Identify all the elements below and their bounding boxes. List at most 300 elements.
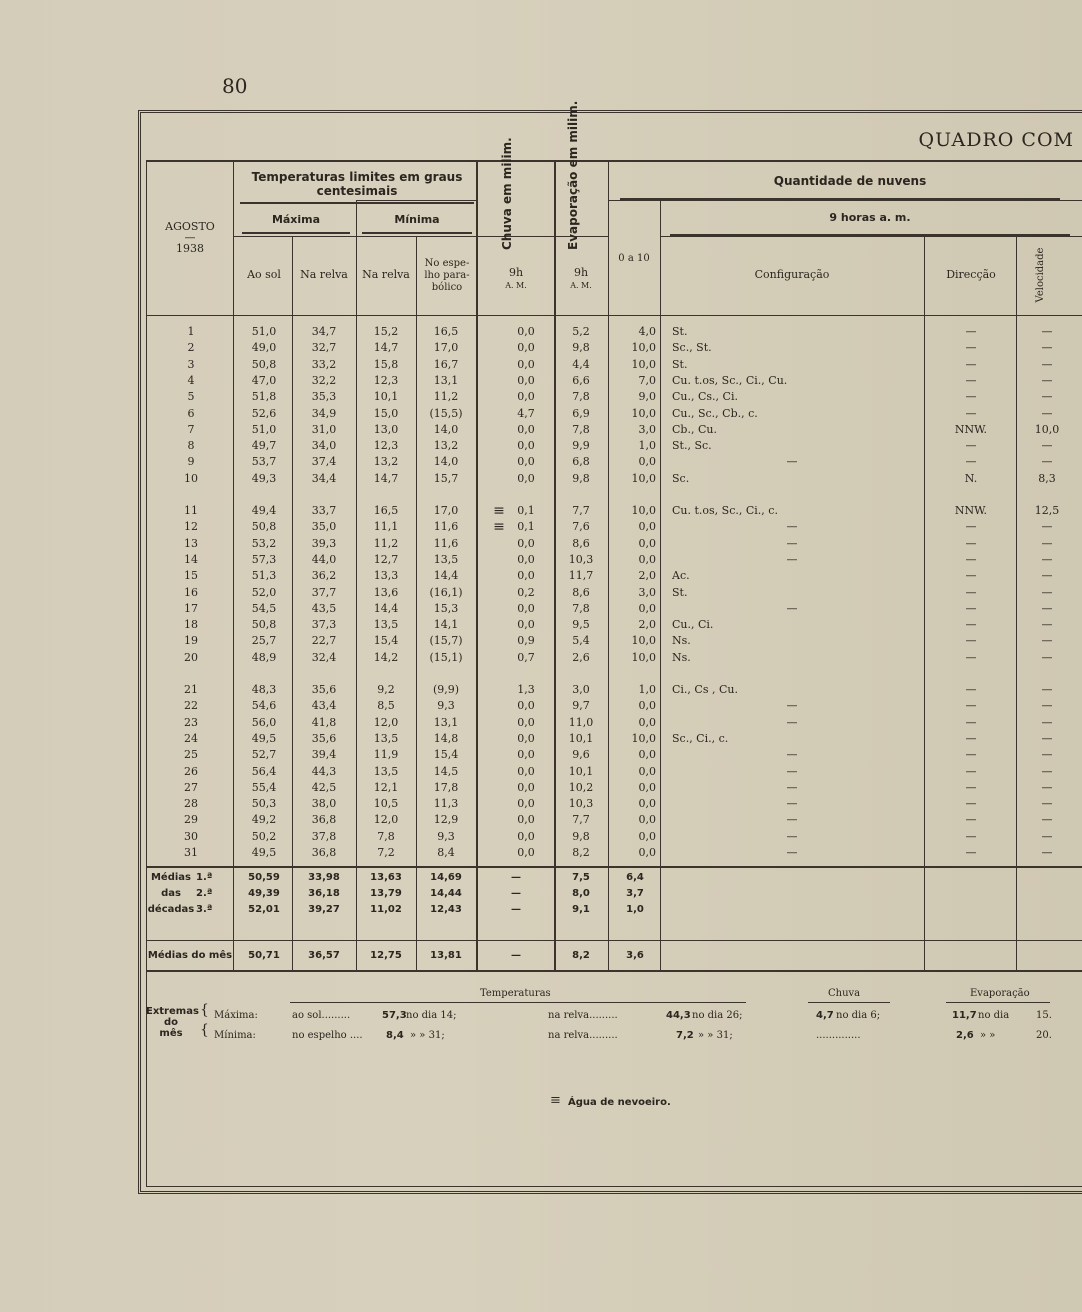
row-26-direccao: — [965, 764, 977, 778]
row-8-direccao: — [965, 439, 977, 453]
row-13-chuva: 0,0 [517, 536, 535, 550]
row-24-na-relva-min: 13,5 [373, 731, 399, 745]
row-22-direccao: — [965, 699, 977, 713]
media-mes-ao-sol: 50,71 [248, 950, 280, 961]
row-16-evaporacao: 8,6 [572, 585, 590, 599]
row-31-day: 31 [184, 846, 198, 859]
header-year: 1938 [176, 242, 204, 255]
foot-min-evap-num: 20. [1036, 1030, 1052, 1041]
row-6-chuva: 4,7 [517, 406, 535, 420]
header-chuva: Chuva em milim. [500, 137, 514, 250]
row-5-ao-sol: 51,8 [251, 390, 277, 404]
row-15-day: 15 [184, 569, 198, 583]
row-10-evaporacao: 9,8 [572, 471, 590, 485]
media-mes-na-relva-max: 36,57 [308, 950, 340, 961]
media-decada-3-chuva: — [511, 904, 521, 915]
row-28-ao-sol: 50,3 [251, 797, 277, 811]
row-2-evaporacao: 9,8 [572, 341, 590, 355]
media-decada-3-ao-sol: 52,01 [248, 904, 280, 915]
row-17-na-relva-max: 43,5 [311, 601, 337, 615]
row-6-na-relva-min: 15,0 [373, 406, 399, 420]
brace-foot-evap [946, 1002, 1050, 1007]
row-29-na-relva-min: 12,0 [373, 813, 399, 827]
row-25-evaporacao: 9,6 [572, 748, 590, 762]
row-2-direccao: — [965, 341, 977, 355]
row-24-direccao: — [965, 731, 977, 745]
row-4-velocidade: — [1041, 373, 1053, 387]
row-17-day: 17 [184, 601, 198, 615]
row-20-configuracao: Ns. [672, 650, 691, 664]
row-19-chuva: 0,9 [517, 634, 535, 648]
row-27-evaporacao: 10,2 [568, 780, 594, 794]
row-22-na-relva-max: 43,4 [311, 699, 337, 713]
grid-vline [924, 236, 925, 970]
header-configuracao: Configuração [754, 268, 830, 281]
row-7-velocidade: 10,0 [1034, 422, 1060, 436]
row-7-nuvens-0-10: 3,0 [638, 422, 656, 436]
media-decada-3-na-relva-max: 39,27 [308, 904, 340, 915]
row-22-nuvens-0-10: 0,0 [638, 699, 656, 713]
row-7-evaporacao: 7,8 [572, 422, 590, 436]
row-19-configuracao: Ns. [672, 634, 691, 648]
row-2-na-relva-min: 14,7 [373, 341, 399, 355]
header-maxima: Máxima [271, 213, 321, 226]
row-3-velocidade: — [1041, 357, 1053, 371]
row-5-espelho: 11,2 [433, 390, 459, 404]
row-17-direccao: — [965, 601, 977, 615]
row-11-nuvens-0-10: 10,0 [631, 504, 656, 517]
row-31-ao-sol: 49,5 [251, 846, 277, 859]
row-3-chuva: 0,0 [517, 357, 535, 371]
media-mes-nuvens: 3,6 [626, 950, 644, 961]
foot-max-chuva-dia: no dia 6; [836, 1010, 881, 1021]
row-13-espelho: 11,6 [433, 536, 459, 550]
row-28-nuvens-0-10: 0,0 [638, 797, 656, 811]
row-15-direccao: — [965, 569, 977, 583]
row-5-velocidade: — [1041, 390, 1053, 404]
row-7-na-relva-max: 31,0 [311, 422, 337, 436]
row-25-configuracao: — [786, 748, 798, 762]
row-29-espelho: 12,9 [433, 813, 459, 827]
quadro-title: QUADRO COM [918, 129, 1074, 151]
row-15-espelho: 14,4 [433, 569, 459, 583]
row-16-direccao: — [965, 585, 977, 599]
row-27-configuracao: — [786, 780, 798, 794]
row-17-velocidade: — [1041, 601, 1053, 615]
header-top-rule [146, 160, 1082, 162]
row-28-espelho: 11,3 [433, 797, 459, 811]
row-5-chuva: 0,0 [517, 390, 535, 404]
row-6-day: 6 [187, 406, 195, 420]
row-25-day: 25 [184, 748, 198, 762]
row-12-chuva: 0,1 [517, 520, 535, 534]
foot-maxima-label: Máxima: [214, 1010, 258, 1021]
row-6-na-relva-max: 34,9 [311, 406, 337, 420]
row-26-day: 26 [184, 764, 198, 778]
row-30-velocidade: — [1041, 829, 1053, 843]
row-23-configuracao: — [786, 715, 798, 729]
media-decada-1-evaporacao: 7,5 [572, 872, 590, 883]
row-17-chuva: 0,0 [517, 601, 535, 615]
row-31-chuva: 0,0 [517, 846, 535, 859]
header-agosto: AGOSTO [165, 220, 215, 233]
row-7-direccao: NNW. [954, 422, 988, 436]
row-14-chuva: 0,0 [517, 552, 535, 566]
foot-evaporacao: Evaporação [970, 988, 1030, 999]
row-25-na-relva-max: 39,4 [311, 748, 337, 762]
row-5-direccao: — [965, 390, 977, 404]
row-11-day: 11 [184, 504, 198, 517]
row-3-na-relva-max: 33,2 [311, 357, 337, 371]
extremas-label: Extremas do mês [146, 1006, 199, 1039]
row-27-velocidade: — [1041, 780, 1053, 794]
media-decada-1-na-relva-min: 13,63 [370, 872, 402, 883]
row-2-ao-sol: 49,0 [251, 341, 277, 355]
row-14-direccao: — [965, 552, 977, 566]
row-4-day: 4 [187, 373, 195, 387]
row-13-direccao: — [965, 536, 977, 550]
row-14-evaporacao: 10,3 [568, 552, 594, 566]
row-18-configuracao: Cu., Ci. [672, 618, 714, 632]
row-5-configuracao: Cu., Cs., Ci. [672, 390, 738, 404]
row-28-direccao: — [965, 797, 977, 811]
row-29-chuva: 0,0 [517, 813, 535, 827]
row-10-direccao: N. [964, 471, 978, 485]
row-26-velocidade: — [1041, 764, 1053, 778]
row-11-fog-symbol: ≡ [493, 503, 505, 519]
row-31-na-relva-min: 7,2 [377, 846, 395, 859]
legend-text: Água de nevoeiro. [568, 1097, 671, 1108]
header-9h-evap: 9h [573, 266, 589, 279]
header-na-relva-min: Na relva [362, 268, 410, 281]
row-7-day: 7 [187, 422, 195, 436]
row-28-day: 28 [184, 797, 198, 811]
row-5-evaporacao: 7,8 [572, 390, 590, 404]
row-3-na-relva-min: 15,8 [373, 357, 399, 371]
header-no-espelho: No espe-lho para-bólico [424, 258, 470, 293]
header-direccao: Direcção [946, 268, 996, 281]
row-27-na-relva-min: 12,1 [373, 780, 399, 794]
row-5-day: 5 [187, 390, 195, 404]
row-15-na-relva-max: 36,2 [311, 569, 337, 583]
row-4-espelho: 13,1 [433, 373, 459, 387]
row-19-ao-sol: 25,7 [251, 634, 277, 648]
row-10-velocidade: 8,3 [1038, 471, 1056, 485]
row-30-na-relva-max: 37,8 [311, 829, 337, 843]
media-mes-decade: Médias do mês [147, 950, 233, 961]
row-10-configuracao: Sc. [672, 471, 690, 485]
row-18-espelho: 14,1 [433, 618, 459, 632]
row-23-chuva: 0,0 [517, 715, 535, 729]
row-15-na-relva-min: 13,3 [373, 569, 399, 583]
row-17-evaporacao: 7,8 [572, 601, 590, 615]
row-22-ao-sol: 54,6 [251, 699, 277, 713]
row-21-velocidade: — [1041, 683, 1053, 696]
brace-extremas: { [200, 1002, 209, 1018]
row-22-day: 22 [184, 699, 198, 713]
media-mes-evaporacao: 8,2 [572, 950, 590, 961]
media-decada-3-nuvens: 1,0 [626, 904, 644, 915]
row-20-na-relva-min: 14,2 [373, 650, 399, 664]
row-30-configuracao: — [786, 829, 798, 843]
row-23-espelho: 13,1 [433, 715, 459, 729]
row-16-nuvens-0-10: 3,0 [638, 585, 656, 599]
row-17-espelho: 15,3 [433, 601, 459, 615]
media-decada-2-ao-sol: 49,39 [248, 888, 280, 899]
row-28-na-relva-min: 10,5 [373, 797, 399, 811]
row-14-na-relva-min: 12,7 [373, 552, 399, 566]
row-11-evaporacao: 7,7 [572, 504, 590, 517]
row-2-nuvens-0-10: 10,0 [631, 341, 656, 355]
row-11-chuva: 0,1 [517, 504, 535, 517]
row-9-day: 9 [187, 455, 195, 469]
row-27-chuva: 0,0 [517, 780, 535, 794]
row-2-velocidade: — [1041, 341, 1053, 355]
row-9-na-relva-max: 37,4 [311, 455, 337, 469]
foot-max-evap-num: 15. [1036, 1010, 1052, 1021]
row-20-espelho: (15,1) [429, 650, 463, 664]
row-29-nuvens-0-10: 0,0 [638, 813, 656, 827]
media-decada-2-decade: 2.ª [196, 888, 213, 899]
foot-max-relva-val: 44,3 [666, 1010, 691, 1021]
grid-hline [356, 200, 476, 201]
legend-symbol: ≡ [550, 1093, 561, 1108]
row-16-velocidade: — [1041, 585, 1053, 599]
row-25-na-relva-min: 11,9 [373, 748, 399, 762]
media-mes-chuva: — [511, 950, 521, 961]
foot-temperaturas: Temperaturas [480, 988, 551, 999]
media-decada-1-na-relva-max: 33,98 [308, 872, 340, 883]
row-29-evaporacao: 7,7 [572, 813, 590, 827]
media-decada-3-evaporacao: 9,1 [572, 904, 590, 915]
row-1-configuracao: St. [672, 325, 688, 338]
media-decada-2-nuvens: 3,7 [626, 888, 644, 899]
row-5-nuvens-0-10: 9,0 [638, 390, 656, 404]
row-23-direccao: — [965, 715, 977, 729]
row-23-ao-sol: 56,0 [251, 715, 277, 729]
row-20-direccao: — [965, 650, 977, 664]
row-13-configuracao: — [786, 536, 798, 550]
row-21-na-relva-max: 35,6 [311, 683, 337, 696]
row-19-evaporacao: 5,4 [572, 634, 590, 648]
row-14-nuvens-0-10: 0,0 [638, 552, 656, 566]
row-9-configuracao: — [786, 455, 798, 469]
row-27-na-relva-max: 42,5 [311, 780, 337, 794]
row-18-ao-sol: 50,8 [251, 618, 277, 632]
media-decada-2-chuva: — [511, 888, 521, 899]
row-15-chuva: 0,0 [517, 569, 535, 583]
row-16-ao-sol: 52,0 [251, 585, 277, 599]
row-25-ao-sol: 52,7 [251, 748, 277, 762]
row-12-na-relva-min: 11,1 [373, 520, 399, 534]
row-29-na-relva-max: 36,8 [311, 813, 337, 827]
row-4-evaporacao: 6,6 [572, 373, 590, 387]
row-11-na-relva-max: 33,7 [311, 504, 337, 517]
row-26-nuvens-0-10: 0,0 [638, 764, 656, 778]
row-12-evaporacao: 7,6 [572, 520, 590, 534]
row-26-configuracao: — [786, 764, 798, 778]
media-decada-3-espelho: 12,43 [430, 904, 462, 915]
row-12-fog-symbol: ≡ [493, 519, 505, 536]
media-decada-2-evaporacao: 8,0 [572, 888, 590, 899]
foot-min-evap-val: 2,6 [956, 1030, 974, 1041]
foot-minima-label: Mínima: [214, 1030, 256, 1041]
header-nuvens: Quantidade de nuvens [773, 174, 927, 188]
row-4-ao-sol: 47,0 [251, 373, 277, 387]
row-31-na-relva-max: 36,8 [311, 846, 337, 859]
row-6-ao-sol: 52,6 [251, 406, 277, 420]
row-28-evaporacao: 10,3 [568, 797, 594, 811]
row-4-direccao: — [965, 373, 977, 387]
row-21-ao-sol: 48,3 [251, 683, 277, 696]
row-19-na-relva-min: 15,4 [373, 634, 399, 648]
row-25-chuva: 0,0 [517, 748, 535, 762]
row-30-ao-sol: 50,2 [251, 829, 277, 843]
row-8-evaporacao: 9,9 [572, 439, 590, 453]
row-6-evaporacao: 6,9 [572, 406, 590, 420]
row-8-ao-sol: 49,7 [251, 439, 277, 453]
foot-min-esp: no espelho .... [292, 1030, 363, 1041]
row-11-direccao: NNW. [954, 504, 988, 517]
media-decada-1-ao-sol: 50,59 [248, 872, 280, 883]
row-20-evaporacao: 2,6 [572, 650, 590, 664]
row-2-chuva: 0,0 [517, 341, 535, 355]
row-21-evaporacao: 3,0 [572, 683, 590, 696]
row-12-ao-sol: 50,8 [251, 520, 277, 534]
row-19-na-relva-max: 22,7 [311, 634, 337, 648]
row-27-ao-sol: 55,4 [251, 780, 277, 794]
row-26-evaporacao: 10,1 [568, 764, 594, 778]
foot-min-evap-dia: » » [980, 1030, 996, 1041]
row-1-evaporacao: 5,2 [572, 325, 590, 338]
row-20-day: 20 [184, 650, 198, 664]
row-14-espelho: 13,5 [433, 552, 459, 566]
header-minima: Mínima [394, 213, 440, 226]
row-20-ao-sol: 48,9 [251, 650, 277, 664]
media-mes-na-relva-min: 12,75 [370, 950, 402, 961]
page-number: 80 [222, 74, 248, 98]
brace-nuvens [620, 198, 1060, 206]
row-1-chuva: 0,0 [517, 325, 535, 338]
row-21-configuracao: Ci., Cs , Cu. [672, 683, 738, 696]
row-6-direccao: — [965, 406, 977, 420]
row-24-chuva: 0,0 [517, 731, 535, 745]
row-3-espelho: 16,7 [433, 357, 459, 371]
row-12-espelho: 11,6 [433, 520, 459, 534]
row-10-na-relva-min: 14,7 [373, 471, 399, 485]
row-20-nuvens-0-10: 10,0 [631, 650, 656, 664]
grid-vline [660, 200, 661, 970]
row-21-day: 21 [184, 683, 198, 696]
row-9-direccao: — [965, 455, 977, 469]
row-19-espelho: (15,7) [429, 634, 463, 648]
row-8-na-relva-max: 34,0 [311, 439, 337, 453]
row-21-chuva: 1,3 [517, 683, 535, 696]
row-24-espelho: 14,8 [433, 731, 459, 745]
media-decada-3-decade: 3.ª [196, 904, 213, 915]
row-1-direccao: — [965, 325, 977, 338]
row-30-day: 30 [184, 829, 198, 843]
row-28-chuva: 0,0 [517, 797, 535, 811]
frame-inner-bottom [146, 1186, 1082, 1187]
header-velocidade: Velocidade [1035, 247, 1046, 303]
row-16-configuracao: St. [672, 585, 688, 599]
row-11-espelho: 17,0 [433, 504, 459, 517]
row-2-espelho: 17,0 [433, 341, 459, 355]
row-11-ao-sol: 49,4 [251, 504, 277, 517]
row-24-velocidade: — [1041, 731, 1053, 745]
row-23-day: 23 [184, 715, 198, 729]
row-9-velocidade: — [1041, 455, 1053, 469]
row-8-day: 8 [187, 439, 195, 453]
brace-maxima [242, 232, 350, 240]
row-9-espelho: 14,0 [433, 455, 459, 469]
row-11-configuracao: Cu. t.os, Sc., Ci., c. [672, 504, 778, 517]
foot-max-evap-dia: no dia [978, 1010, 1010, 1021]
row-10-ao-sol: 49,3 [251, 471, 277, 485]
row-14-ao-sol: 57,3 [251, 552, 277, 566]
row-1-ao-sol: 51,0 [251, 325, 277, 338]
row-25-direccao: — [965, 748, 977, 762]
row-10-day: 10 [184, 471, 198, 485]
row-16-na-relva-min: 13,6 [373, 585, 399, 599]
row-6-nuvens-0-10: 10,0 [631, 406, 656, 420]
row-27-nuvens-0-10: 0,0 [638, 780, 656, 794]
brace-temp [240, 202, 474, 210]
row-8-velocidade: — [1041, 439, 1053, 453]
row-25-espelho: 15,4 [433, 748, 459, 762]
row-23-na-relva-min: 12,0 [373, 715, 399, 729]
media-decada-2-na-relva-min: 13,79 [370, 888, 402, 899]
row-9-nuvens-0-10: 0,0 [638, 455, 656, 469]
row-13-ao-sol: 53,2 [251, 536, 277, 550]
row-26-ao-sol: 56,4 [251, 764, 277, 778]
row-2-day: 2 [187, 341, 195, 355]
row-15-velocidade: — [1041, 569, 1053, 583]
row-31-evaporacao: 8,2 [572, 846, 590, 859]
row-24-evaporacao: 10,1 [568, 731, 594, 745]
brace-foot-chuva [808, 1002, 890, 1007]
row-20-na-relva-max: 32,4 [311, 650, 337, 664]
header-scale: 0 a 10 [618, 253, 650, 264]
media-decada-3-na-relva-min: 11,02 [370, 904, 402, 915]
foot-max-chuva-val: 4,7 [816, 1010, 834, 1021]
row-30-espelho: 9,3 [437, 829, 455, 843]
row-26-na-relva-max: 44,3 [311, 764, 337, 778]
row-16-day: 16 [184, 585, 198, 599]
row-26-chuva: 0,0 [517, 764, 535, 778]
row-22-evaporacao: 9,7 [572, 699, 590, 713]
row-23-nuvens-0-10: 0,0 [638, 715, 656, 729]
row-1-day: 1 [187, 325, 195, 338]
row-4-na-relva-min: 12,3 [373, 373, 399, 387]
row-6-configuracao: Cu., Sc., Cb., c. [672, 406, 758, 420]
row-13-velocidade: — [1041, 536, 1053, 550]
row-29-direccao: — [965, 813, 977, 827]
row-14-velocidade: — [1041, 552, 1053, 566]
row-17-na-relva-min: 14,4 [373, 601, 399, 615]
row-11-na-relva-min: 16,5 [373, 504, 399, 517]
row-3-nuvens-0-10: 10,0 [631, 357, 656, 371]
row-15-nuvens-0-10: 2,0 [638, 569, 656, 583]
row-10-chuva: 0,0 [517, 471, 535, 485]
row-24-nuvens-0-10: 10,0 [631, 731, 656, 745]
media-decada-1-nuvens: 6,4 [626, 872, 644, 883]
foot-min-chuva: .............. [816, 1030, 861, 1041]
media-mes-espelho: 13,81 [430, 950, 462, 961]
row-24-configuracao: Sc., Ci., c. [672, 731, 729, 745]
row-25-nuvens-0-10: 0,0 [638, 748, 656, 762]
